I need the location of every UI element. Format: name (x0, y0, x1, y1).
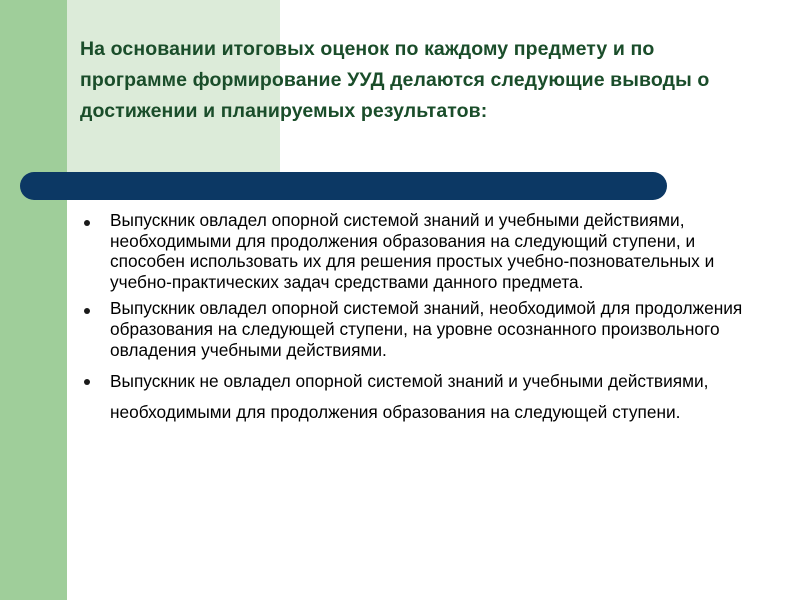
bullet-dot-icon (84, 220, 90, 226)
bullet-text: Выпускник не овладел опорной системой знаний и учебными действиями, необходимыми для продолжения образования на следующей ступени. (110, 371, 709, 423)
bullet-item-1 (84, 210, 774, 292)
left-accent-band (0, 0, 67, 600)
bullet-text: Выпускник овладел опорной системой знаний и учебными действиями, необходимыми для продолжения образования на следующий ступени, и способен использовать их для решения простых учебно-позновательных и учебно-практических задач средствами данного предмета. (110, 210, 715, 292)
bullet-list (84, 210, 774, 434)
bullet-item-2 (84, 298, 774, 360)
title-divider-bar (20, 172, 667, 200)
bullet-item-3 (84, 366, 774, 428)
bullet-dot-icon (84, 308, 90, 314)
slide-title: На основании итоговых оценок по каждому предмету и по программе формирование УУД делаются следующие выводы о достижении и планируемых результатов: (80, 38, 710, 122)
bullet-text: Выпускник овладел опорной системой знаний, необходимой для продолжения образования на следующей ступени, на уровне осознанного произвольного овладения учебными действиями. (110, 298, 743, 360)
bullet-dot-icon (84, 379, 90, 385)
